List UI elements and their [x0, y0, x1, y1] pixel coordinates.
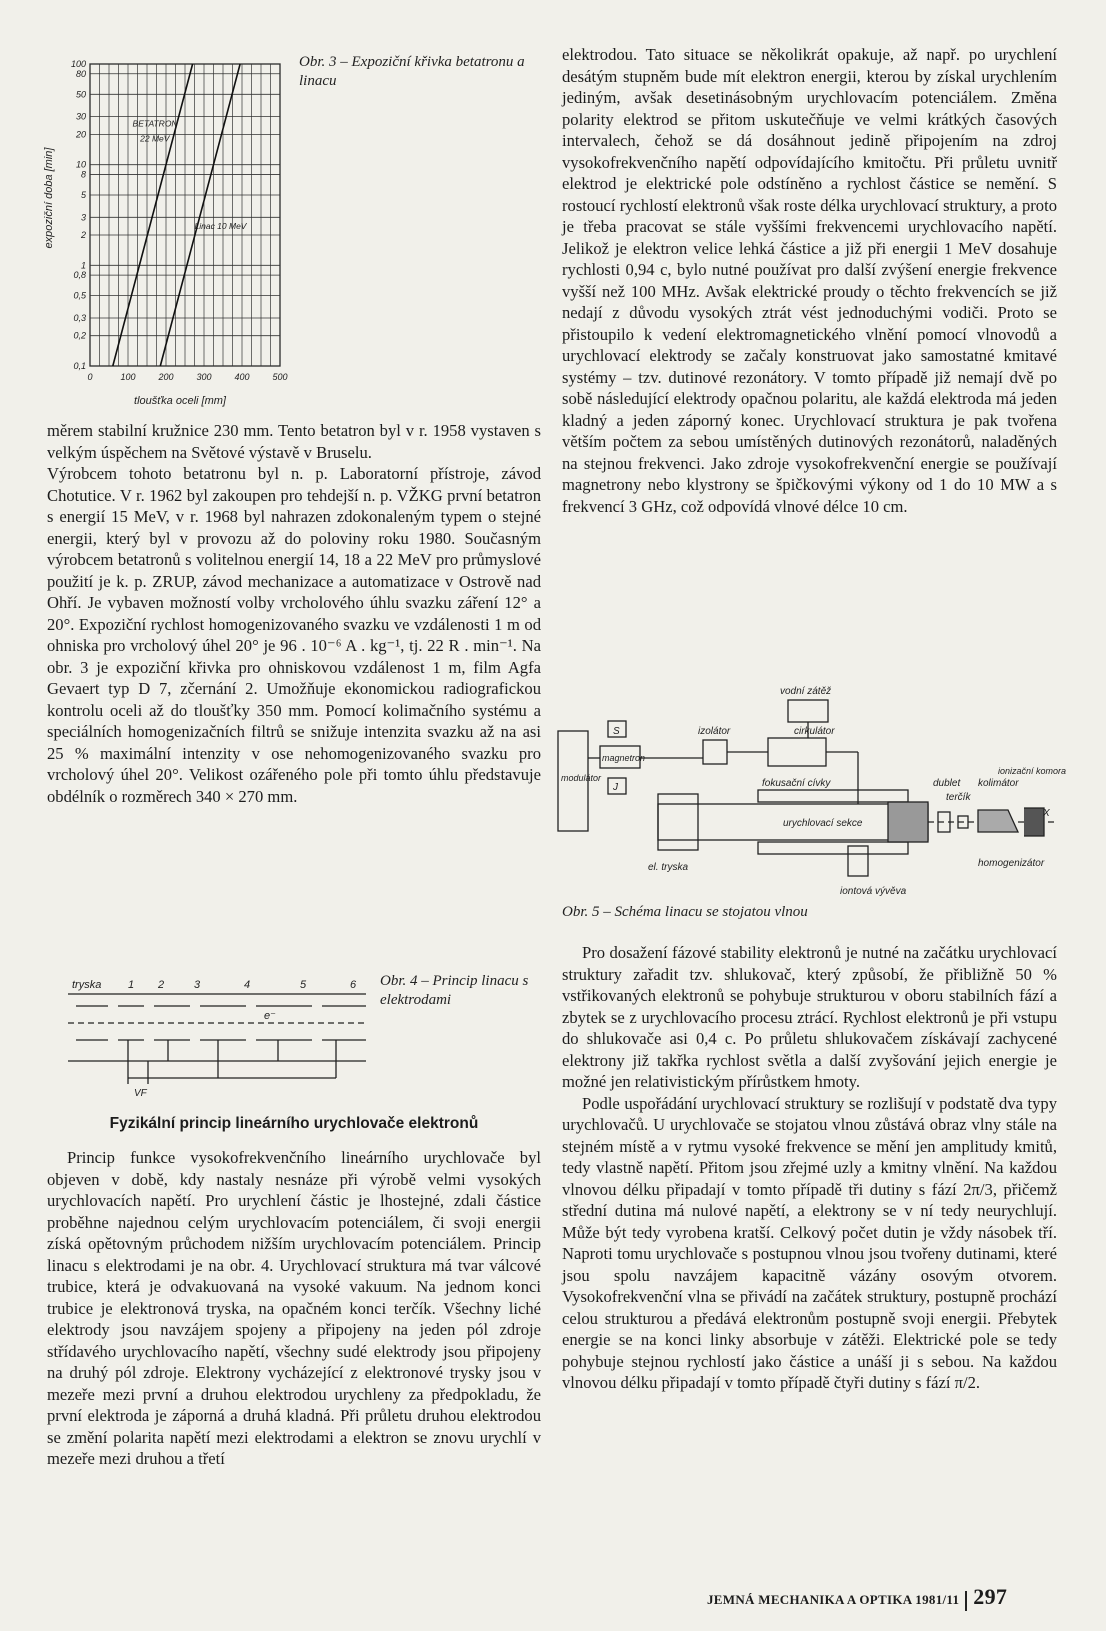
paragraph: Podle uspořádání urychlovací struktury se rozlišují v podstatě dva typy urychlovačů. U urychlovače se stojatou vlnou zůstává obraz vlny stále na stejném místě a v rytmu vysoké frekvence se mění jen amplitudy kmitů, tedy vlastně napětí. Přitom jsou zřejmé uzly a kmitny vlnění. Na každou vlnovou délku připadají v tomto případě tři dutiny s fází 2π/3, přičemž střední dutina má nulové napětí, a elektrony se v ní tedy neurychlují. Může být tedy vyrobena kratší. Celkový počet dutin je vždy násobek tří. Naproti tomu urychlovače s postupnou vlnou jsou tvořeny dutinami, které jsou spolu navzájem kapacitně vázány osovým otvorem. Vysokofrekvenční vlna se přivádí na začátek struktury, postupně prochází celou strukturou a předává elektronům postupně svoji energii. Přebytek energie se na konci linky absorbuje v zátěži. Elektrické pole se tedy pohybuje stejnou rychlostí jako částice a unáší ji s sebou. Na každou vlnovou délku připadají v tomto případě čtyři dutiny s fází π/2. — [562, 1093, 1057, 1392]
fig5-label-kolimator: kolimátor — [978, 778, 1019, 789]
chart-y-tick-label: 0,2 — [73, 330, 86, 341]
paragraph: Výrobcem tohoto betatronu byl n. p. Laboratorní přístroje, závod Chotutice. V r. 1962 byl zakoupen pro tehdejší n. p. VŽKG první betatron s energií 15 MeV, v r. 1968 byl nahrazen zdokonaleným typem o stejné energii, který byl v provozu až do poloviny roku 1980. Současným výrobcem betatronů s volitelnou energií 14, 18 a 22 MeV pro průmyslové použití je k. p. ZRUP, závod mechanizace a automatizace v Ostrově nad Ohří. Je vybaven možností volby vrcholového úhlu svazku záření 12° a 20°. Expoziční rychlost homogenizovaného svazku ve vzdálenosti 1 m od ohniska pro vrcholový úhel 20° je 96 . 10⁻⁶ A . kg⁻¹, tj. 22 R . min⁻¹. Na obr. 3 je expoziční křivka pro ohniskovou vzdálenost 1 m, film Agfa Gevaert typ D 7, zčernání 2. Umožňuje ekonomickou radiografickou kontrolu oceli až do tloušťky 350 mm. Pomocí kolimačního systému a speciálních homogenizačních filtrů se snižuje intenzita svazku až na asi 25 % maximální intenzity v ose nehomogenizovaného svazku pro vrcholový úhel 20°. Velikost ozářeného pole při tomto úhlu představuje obdélník o rozměrech 340 × 270 mm. — [47, 464, 541, 806]
chart-y-tick-label: 10 — [75, 159, 86, 170]
chart-y-axis-label: expoziční doba [min] — [43, 147, 55, 249]
chart-y-tick-label: 0,5 — [73, 290, 86, 301]
page-footer — [707, 1584, 1057, 1611]
fig4-label-vf: VF — [134, 1088, 147, 1099]
chart-x-tick-label: 100 — [120, 372, 136, 382]
chart-series-line — [160, 64, 240, 366]
chart-y-tick-label: 100 — [70, 59, 86, 69]
chart-y-tick-label: 50 — [75, 89, 86, 100]
chart-x-tick-label: 0 — [87, 372, 93, 382]
linac-standing-wave-schematic — [558, 686, 1067, 898]
fig5-label-vodni-zatez: vodní zátěž — [780, 686, 832, 697]
fig5-label-urychlovaci-sekce: urychlovací sekce — [783, 818, 863, 829]
paragraph: měrem stabilní kružnice 230 mm. Tento betatron byl v r. 1958 vystaven s velkým úspěchem na Světové výstavě v Bruselu. — [47, 421, 541, 462]
fig5-label-j: J — [613, 782, 618, 793]
right-column-lower — [562, 942, 1057, 1394]
fig4-label-4: 4 — [244, 979, 251, 991]
left-column-lower — [47, 1147, 541, 1470]
fig5-label-iontova-vyveva: iontová vývěva — [840, 886, 907, 897]
chart-series-line — [113, 64, 193, 366]
chart-y-tick-label: 8 — [80, 169, 86, 180]
figure5-caption: Obr. 5 – Schéma linacu se stojatou vlnou — [562, 904, 808, 920]
fig4-label-2: 2 — [158, 979, 165, 991]
fig5-label-x: X — [1043, 808, 1050, 819]
chart-y-tick-label: 30 — [75, 111, 86, 122]
fig4-label-electron: e⁻ — [264, 1010, 276, 1022]
chart-y-tick-label: 5 — [80, 189, 86, 200]
fig5-label-cirkulator: cirkulátor — [794, 726, 835, 737]
footer-divider — [965, 1591, 967, 1611]
chart-y-tick-label: 0,8 — [73, 270, 86, 281]
fig4-label-3: 3 — [194, 979, 201, 991]
chart-series — [113, 64, 248, 366]
figure3-caption: Obr. 3 – Expoziční křivka betatronu a linacu — [299, 54, 525, 89]
chart-curve-label: Linac 10 MeV — [194, 220, 247, 231]
chart-grid — [71, 59, 288, 382]
chart-curve-label: BETATRON — [132, 118, 178, 129]
chart-y-tick-label: 0,3 — [73, 312, 86, 323]
chart-x-tick-label: 300 — [196, 372, 212, 382]
fig5-label-dublet: dublet — [933, 778, 961, 789]
chart-x-axis-label: tloušťka oceli [mm] — [134, 395, 226, 407]
section-title: Fyzikální princip lineárního urychlovače elektronů — [109, 1115, 479, 1132]
fig5-label-modulator: modulátor — [561, 773, 602, 783]
chart-y-tick-label: 0,1 — [73, 361, 86, 371]
fig5-label-s: S — [613, 726, 620, 737]
right-column-upper — [562, 44, 1057, 517]
fig4-label-6: 6 — [350, 979, 357, 991]
paragraph: elektrodou. Tato situace se několikrát opakuje, až např. po urychlení desátým stupněm bude mít elektron energii, kterou by získal urychlením jediným, avšak desetinásobným urychlovacím potenciálem. Změna polarity elektrod se přitom uskutečňuje ve velmi krátkých časových intervalech, čehož se dá dosáhnout jedině připojením na zdroj vysokofrekvenčního napětí odpovídajícího kmitočtu. Při průletu uvnitř elektrod je elektrické pole odstíněno a rychlost částice se nemění. S rostoucí rychlostí elektronů však roste délka urychlovací struktury, a proto je třeba pracovat se stále vyššími frekvencemi urychlovacího napětí. Jelikož je elektron velice lehká částice a již při energii 1 MeV dosahuje rychlosti 0,94 c, bylo nutné používat pro další zvýšení energie frekvence vyšší než 100 MHz. Avšak elektrické proudy o těchto frekvencích se již nedají z důvodu vysokých ztrát vést jednoduchými vodiči. Proto se přistoupilo k vedení elektromagnetického vlnění pomocí vlnovodů a urychlovací elektrody se začaly konstruovat jako samostatné kmitavé systémy – tzv. dutinové rezonátory. V tomto případě již nemají dvě po sobě následující elektrody opačnou polaritu, ale každá elektroda má jeden kladný a jeden záporný konec. Urychlovací struktura je pak tvořena větším počtem za sebou umístěných dutinových rezonátorů, naladěných na stejnou frekvenci. Jako zdroje vysokofrekvenční energie se používají magnetrony nebo klystrony se špičkovými výkony od 1 do 10 MW a s frekvencí 3 GHz, což odpovídá vlnové délce 10 cm. — [562, 45, 1057, 516]
left-column-upper — [47, 420, 541, 807]
journal-name: JEMNÁ MECHANIKA A OPTIKA 1981/11 — [707, 1592, 960, 1607]
chart-x-tick-label: 500 — [272, 372, 288, 382]
chart-y-tick-label: 2 — [80, 230, 86, 241]
chart-y-tick-label: 3 — [80, 212, 86, 223]
exposure-chart — [30, 48, 300, 408]
chart-x-tick-label: 400 — [234, 372, 250, 382]
paragraph: Pro dosažení fázové stability elektronů je nutné na začátku urychlovací struktury zařadit tzv. shlukovač, který způsobí, že přibližně 50 % vstřikovaných elektronů se pohybuje strukturou v oboru stabilních fází a zbytek se z urychlovacího procesu ztrácí. Rychlost elektronů je při vstupu do shlukovače asi 0,4 c. Po průletu shlukovačem získávají zachycené elektrony již takřka rychlost světla a další zvyšování jejich energie je možné jen relativistickým přírůstkem hmoty. — [562, 943, 1057, 1091]
fig5-label-el-tryska: el. tryska — [648, 862, 689, 873]
fig5-label-ionizacni-komora: ionizační komora — [998, 766, 1067, 776]
fig4-label-5: 5 — [300, 979, 307, 991]
chart-y-tick-label: 1 — [80, 260, 86, 271]
page-number: 297 — [973, 1584, 1008, 1609]
fig4-label-1: 1 — [128, 979, 135, 991]
fig5-label-magnetron: magnetron — [602, 753, 646, 763]
chart-y-tick-label: 80 — [75, 68, 86, 79]
fig5-label-tercik: terčík — [946, 792, 971, 803]
chart-curve-label: 22 MeV — [140, 133, 170, 144]
paragraph: Princip funkce vysokofrekvenčního lineárního urychlovače byl objeven v době, kdy nastaly nesnáze při výrobě velmi vysokých urychlovacích napětí. Pro urychlení částic je lhostejné, zdali částice proběhne najednou celým urychlovacím potenciálem, či svoji energii získá opětovným průchodem nižším urychlovacím potenciálem. Princip linacu s elektrodami je na obr. 4. Urychlovací struktura má tvar válcové trubice, která je odvakuovaná na vysoké vakuum. Na jednom konci trubice je elektronová tryska, na opačném konci terčík. Všechny liché elektrody jsou navzájem spojeny a připojeny na jeden pól zdroje střídavého urychlovacího napětí, všechny sudé elektrody jsou připojeny na druhý pól zdroje. Elektrony vycházející z elektronové trysky jsou v mezeře mezi první a druhou elektrodou urychleny za předpokladu, že první elektroda je záporná a druhá kladná. Při průletu druhou elektrodou se změní polarita napětí mezi elektrodami a elektron se znovu urychlí v mezeře mezi druhou a třetí — [47, 1148, 541, 1468]
fig5-label-homogenizator: homogenizátor — [978, 858, 1045, 869]
chart-y-tick-label: 20 — [75, 129, 86, 140]
linac-electrodes-diagram — [68, 976, 368, 1099]
fig5-label-izolator: izolátor — [698, 726, 731, 737]
chart-x-tick-label: 200 — [158, 372, 174, 382]
fig4-label-tryska: tryska — [72, 979, 102, 991]
fig5-label-fokusacni-civky: fokusační cívky — [762, 778, 831, 789]
figure4-caption: Obr. 4 – Princip linacu s elektrodami — [380, 973, 529, 1008]
